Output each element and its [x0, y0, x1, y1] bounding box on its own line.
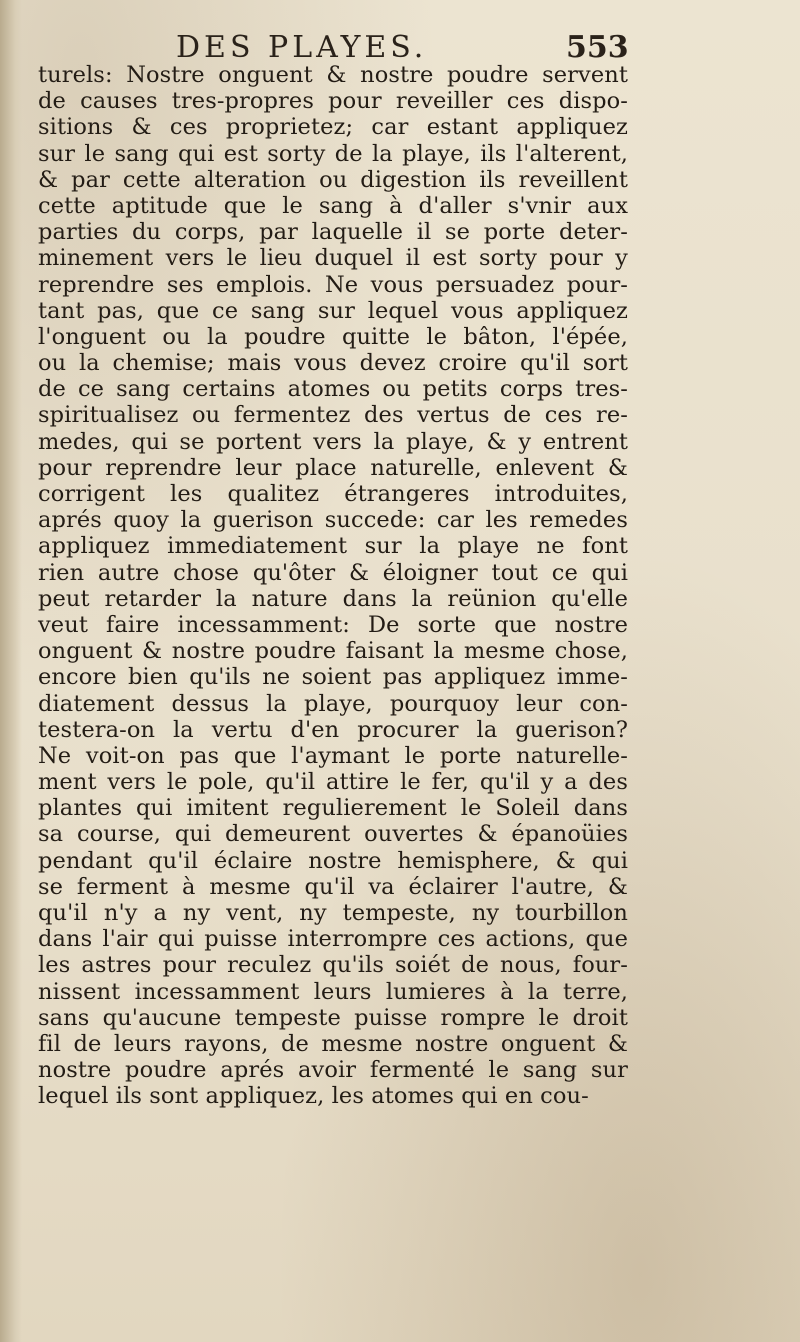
text-line: Ne voit-on pas que l'aymant le porte naturelle- [38, 742, 628, 769]
text-line: onguent & nostre poudre faisant la mesme chose, [38, 638, 628, 665]
text-line: sitions & ces proprietez; car estant appliquez [38, 114, 628, 141]
text-line: pendant qu'il éclaire nostre hemisphere, & qui [38, 847, 628, 874]
text-line: & par cette alteration ou digestion ils reveillent [38, 166, 628, 193]
text-line: sa course, qui demeurent ouvertes & épanoüies [38, 821, 628, 848]
text-line: sans qu'aucune tempeste puisse rompre le droit [38, 1004, 628, 1031]
text-line: nostre poudre aprés avoir fermenté le sang sur [38, 1057, 628, 1084]
text-line: corrigent les qualitez étrangeres introduites, [38, 481, 628, 507]
text-line: sur le sang qui est sorty de la playe, ils l'alterent, [38, 140, 628, 167]
text-line: testera-on la vertu d'en procurer la guerison? [38, 716, 628, 743]
text-line: reprendre ses emplois. Ne vous persuadez pour- [38, 271, 628, 298]
text-line: de causes tres-propres pour reveiller ces dispo- [38, 88, 628, 115]
text-line: lequel ils sont appliquez, les atomes qui en cou- [38, 1083, 589, 1110]
text-line: l'onguent ou la poudre quitte le bâton, l'épée, [38, 323, 628, 350]
text-line: plantes qui imitent regulierement le Soleil dans [38, 795, 628, 822]
running-title: DES PLAYES. [176, 30, 428, 65]
text-line: les astres pour reculez qu'ils soiét de nous, four- [38, 952, 628, 979]
text-line: appliquez immediatement sur la playe ne font [38, 533, 628, 560]
page-number: 553 [566, 30, 629, 65]
text-line: encore bien qu'ils ne soient pas appliquez imme- [38, 664, 628, 691]
text-line: fil de leurs rayons, de mesme nostre onguent & [38, 1030, 628, 1057]
text-line: cette aptitude que le sang à d'aller s'vnir aux [38, 192, 628, 219]
text-line: parties du corps, par laquelle il se porte deter- [38, 219, 628, 246]
text-line: minement vers le lieu duquel il est sorty pour y [38, 245, 628, 272]
text-line: dans l'air qui puisse interrompre ces actions, que [38, 926, 628, 953]
text-line: peut retarder la nature dans la reünion qu'elle [38, 585, 628, 612]
text-line: se ferment à mesme qu'il va éclairer l'autre, & [38, 873, 628, 900]
text-line: ou la chemise; mais vous devez croire qu'il sort [38, 350, 628, 377]
text-line: de ce sang certains atomes ou petits corps tres- [38, 376, 628, 403]
text-line: qu'il n'y a ny vent, ny tempeste, ny tourbillon [38, 900, 628, 926]
text-line: medes, qui se portent vers la playe, & y entrent [38, 428, 628, 455]
text-line: rien autre chose qu'ôter & éloigner tout ce qui [38, 559, 628, 586]
text-line: tant pas, que ce sang sur lequel vous appliquez [38, 297, 628, 324]
body-text [38, 62, 628, 1110]
page-gutter-shadow [0, 0, 22, 1342]
text-line: ment vers le pole, qu'il attire le fer, qu'il y a des [38, 769, 628, 796]
text-line: nissent incessamment leurs lumieres à la terre, [38, 978, 628, 1005]
text-line: pour reprendre leur place naturelle, enlevent & [38, 454, 628, 481]
text-line: spiritualisez ou fermentez des vertus de ces re- [38, 402, 628, 429]
text-line: turels: Nostre onguent & nostre poudre servent [38, 62, 628, 88]
text-line: diatement dessus la playe, pourquoy leur con- [38, 690, 628, 717]
text-line: aprés quoy la guerison succede: car les remedes [38, 507, 628, 534]
text-line: veut faire incessamment: De sorte que nostre [38, 611, 628, 638]
